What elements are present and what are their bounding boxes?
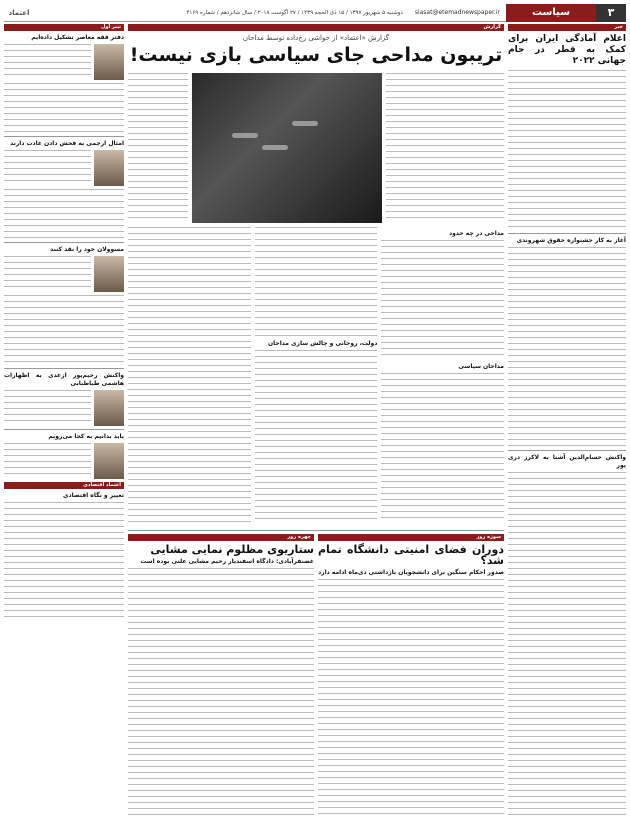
author-portrait	[94, 44, 124, 80]
sub-politics: دولت، روحانی و چالش سازی مداحان	[268, 340, 378, 348]
left-h5: باید بدانیم به کجا می‌رویم	[48, 433, 124, 440]
left-h2: امثال ارجمی به فحش دادن عادت دارند	[10, 140, 124, 147]
econ-tag: اعتماد اقتصادی	[4, 482, 124, 489]
text-block	[381, 373, 504, 523]
divider	[4, 429, 124, 430]
divider	[4, 242, 124, 243]
author-portrait	[94, 390, 124, 426]
section-email[interactable]: siasat@etemadnewspaper.ir	[414, 9, 500, 16]
right-body-text	[508, 70, 626, 230]
divider	[508, 450, 626, 451]
today-article	[128, 534, 314, 816]
left-tag: تیتر اول	[4, 24, 124, 31]
article-col-a	[381, 227, 504, 527]
text-block	[4, 44, 91, 80]
report-tag: گزارش	[128, 24, 504, 31]
right-sub1: آغاز به کار جشنواره حقوق شهروندی	[516, 237, 626, 244]
text-block	[4, 256, 91, 292]
university-subhead: صدور احکام سنگین برای دانشجویان بازداشتی دی‌ماه ادامه دارد	[318, 569, 504, 577]
text-block	[4, 295, 124, 365]
main-kicker: گزارش «اعتماد» از حواشی رخ‌داده توسط مداحان	[242, 34, 390, 42]
university-article	[318, 534, 504, 816]
text-block	[4, 189, 124, 239]
page-header	[4, 4, 626, 22]
article-col-c	[128, 227, 251, 527]
left-h3: مسوولان خود را نقد کنند	[50, 246, 124, 253]
today-headline: ستاریوی مظلوم نمایی مشایی	[150, 543, 314, 557]
left-column	[4, 24, 124, 816]
date-line: دوشنبه ۵ شهریور ۱۳۹۷ / ۱۵ ذی الحجه ۱۴۳۹ / ۲۷ آگوست ۲۰۱۸ / سال شانزدهم / شماره ۴۱۶۹	[186, 9, 403, 16]
main-body-text	[386, 73, 504, 223]
text-block	[4, 83, 124, 133]
text-block	[381, 240, 504, 360]
today-subhead: غضنفرآبادی: دادگاه اسفندیار رحیم مشایی علنی بوده است	[140, 558, 314, 566]
text-block	[318, 579, 504, 816]
text-block	[4, 443, 91, 479]
newspaper-logo: اعتماد	[8, 8, 30, 17]
today-tag: چهره روز	[128, 534, 314, 541]
university-headline: دوران فضای امنیتی دانشگاه تمام شد؟	[318, 543, 504, 568]
right-sub2: واکنش حسام‌الدین آشنا به لاکرز دری پور	[508, 454, 626, 469]
text-block	[4, 150, 91, 186]
right-tag: خبر	[508, 24, 626, 31]
university-tag: سوژه روز	[318, 534, 504, 541]
right-body-text-2	[508, 247, 626, 447]
sub-rank: مداحی در چه حدود	[449, 230, 504, 238]
text-block	[4, 502, 124, 622]
main-body-text-2	[128, 73, 188, 223]
divider	[508, 233, 626, 234]
madah-photo	[192, 73, 382, 223]
divider	[128, 530, 504, 531]
author-portrait	[94, 256, 124, 292]
author-portrait	[94, 150, 124, 186]
right-column	[508, 24, 626, 816]
text-block	[255, 227, 378, 337]
author-portrait	[94, 443, 124, 479]
main-headline: تریبون مداحی جای سیاسی بازی نیست!	[129, 44, 503, 67]
right-body-text-3	[508, 472, 626, 816]
left-h6: تغییر و نگاه اقتصادی	[63, 492, 124, 499]
left-h4: واکنش رحیم‌پور ازغدی به اظهارات هاشمی طباطبایی	[4, 372, 124, 387]
text-block	[128, 568, 314, 816]
page-number: ۳	[596, 4, 626, 22]
divider	[4, 368, 124, 369]
main-column	[128, 24, 504, 816]
sub-madah: مداحان سیاسی	[458, 363, 504, 371]
right-headline: اعلام آمادگی ایران برای کمک به قطر در جام جهانی ۲۰۲۲	[508, 34, 626, 66]
divider	[4, 136, 124, 137]
section-name: سیاست	[506, 4, 596, 22]
left-h1: دفتر فقه معاصر تشکیل داده‌ایم	[31, 34, 124, 41]
text-block	[4, 390, 91, 426]
article-col-b	[255, 227, 378, 527]
text-block	[255, 350, 378, 520]
